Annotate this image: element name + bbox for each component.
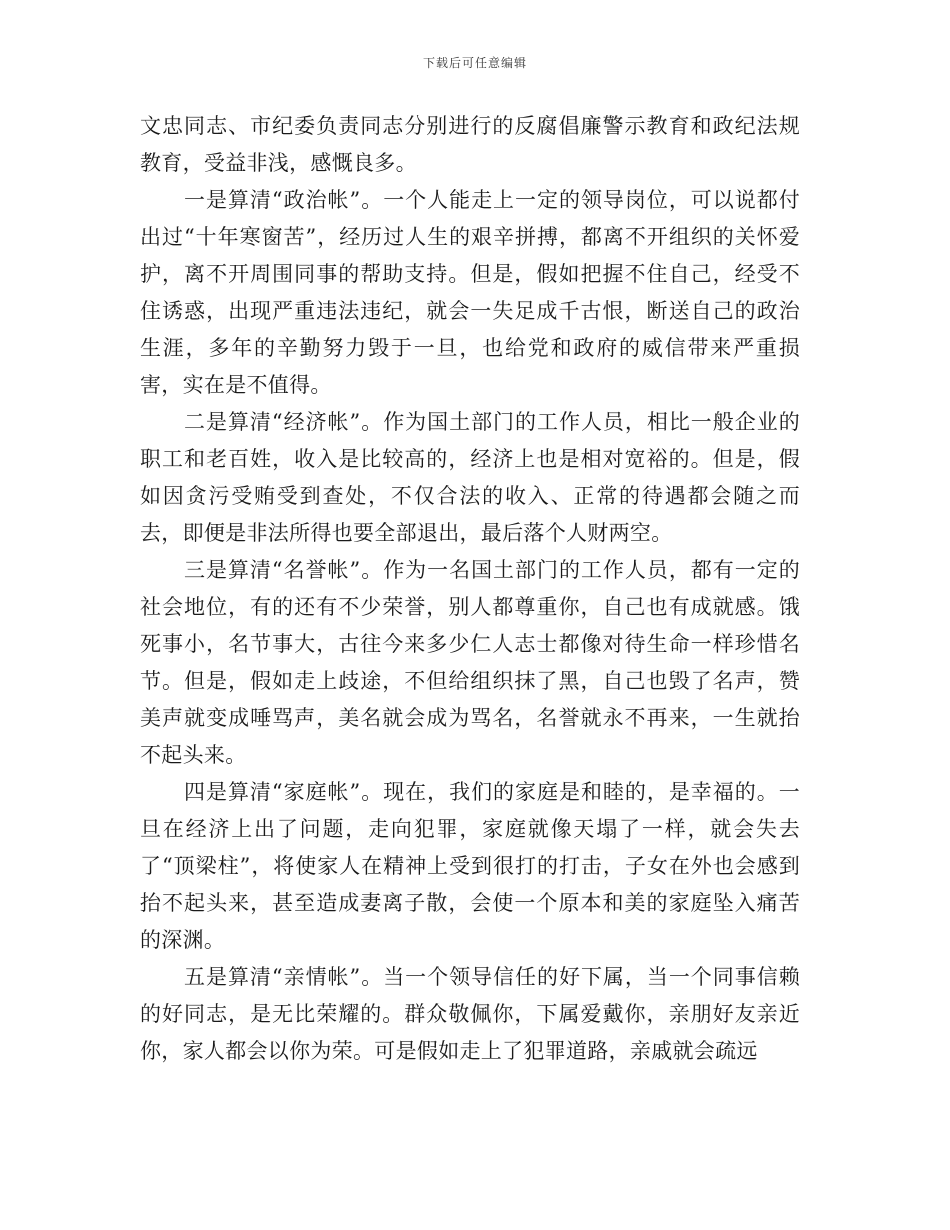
paragraph-economic-account: 二是算清“经济帐”。作为国土部门的工作人员，相比一般企业的职工和老百姓，收入是比较高的，经济上也是相对宽裕的。但是，假如因贪污受贿受到查处，不仅合法的收入、正常的待遇都会随之而去，即便是非法所得也要全部退出，最后落个人财两空。 xyxy=(140,410,800,545)
document-body xyxy=(140,108,800,1070)
paragraph-intro-continued: 文忠同志、市纪委负责同志分别进行的反腐倡廉警示教育和政纪法规教育，受益非浅，感慨良多。 xyxy=(140,114,800,175)
page-header: 下载后可任意编辑 xyxy=(422,56,527,70)
paragraph-kinship-account: 五是算清“亲情帐”。当一个领导信任的好下属，当一个同事信赖的好同志，是无比荣耀的。群众敬佩你，下属爱戴你，亲朋好友亲近你，家人都会以你为荣。可是假如走上了犯罪道路，亲戚就会疏远 xyxy=(140,965,800,1063)
paragraph-family-account: 四是算清“家庭帐”。现在，我们的家庭是和睦的，是幸福的。一旦在经济上出了问题，走向犯罪，家庭就像天塌了一样，就会失去了“顶梁柱”，将使家人在精神上受到很打的打击，子女在外也会感到抬不起头来，甚至造成妻离子散，会使一个原本和美的家庭坠入痛苦的深渊。 xyxy=(140,780,800,952)
paragraph-reputation-account: 三是算清“名誉帐”。作为一名国土部门的工作人员，都有一定的社会地位，有的还有不少荣誉，别人都尊重你，自己也有成就感。饿死事小，名节事大，古往今来多少仁人志士都像对待生命一样珍惜名节。但是，假如走上歧途，不但给组织抹了黑，自己也毁了名声，赞美声就变成唾骂声，美名就会成为骂名，名誉就永不再来，一生就抬不起头来。 xyxy=(140,558,800,767)
paragraph-political-account: 一是算清“政治帐”。一个人能走上一定的领导岗位，可以说都付出过“十年寒窗苦”，经历过人生的艰辛拼搏，都离不开组织的关怀爱护，离不开周围同事的帮助支持。但是，假如把握不住自己，经受不住诱惑，出现严重违法违纪，就会一失足成千古恨，断送自己的政治生涯，多年的辛勤努力毁于一旦，也给党和政府的威信带来严重损害，实在是不值得。 xyxy=(140,188,800,397)
